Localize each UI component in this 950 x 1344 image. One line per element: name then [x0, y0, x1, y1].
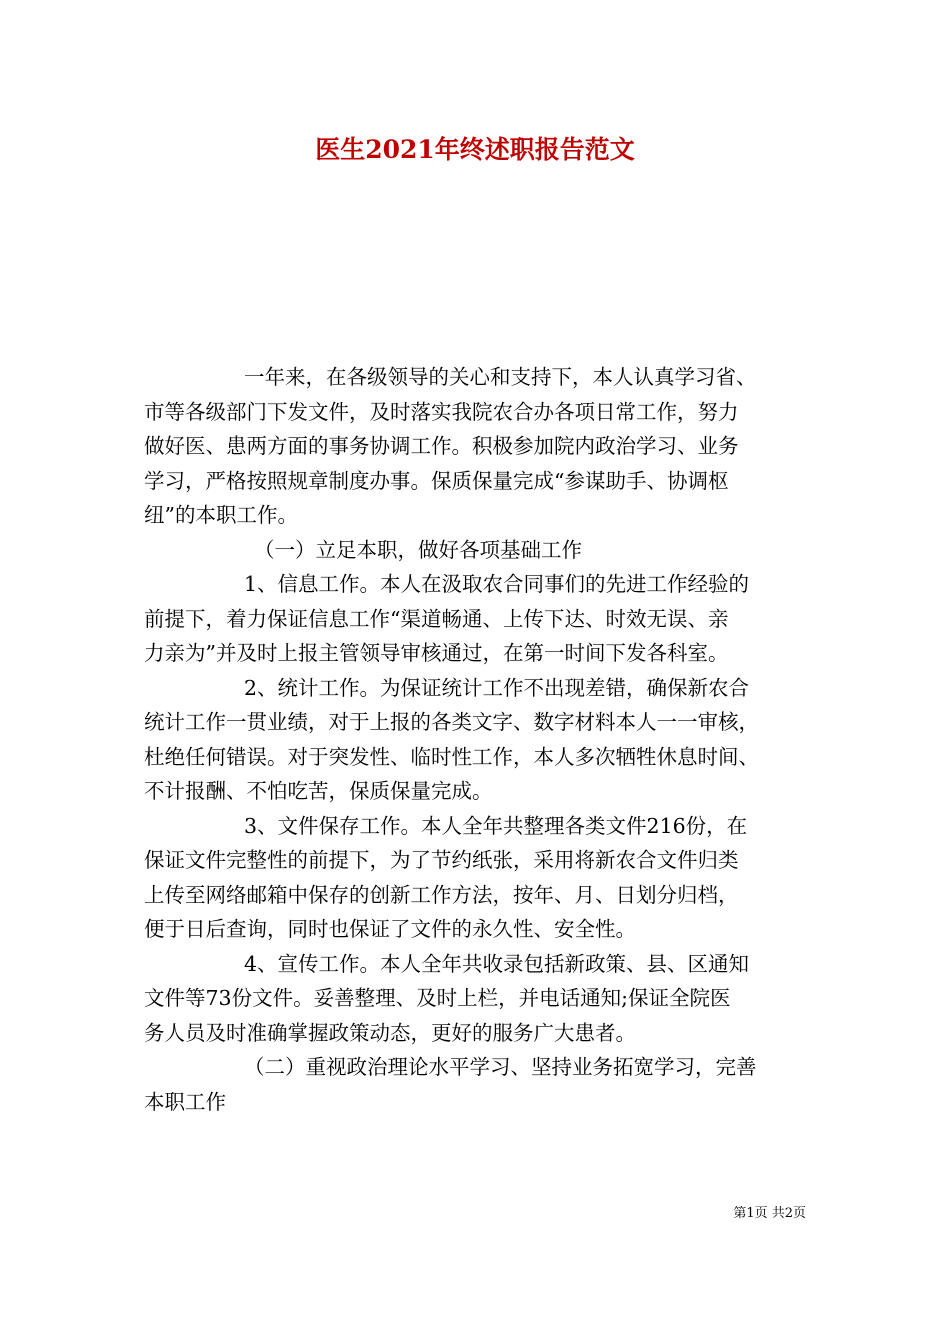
- paragraph-line: 便于日后查询，同时也保证了文件的永久性、安全性。: [144, 917, 636, 941]
- paragraph: [144, 533, 808, 568]
- paragraph: [144, 809, 808, 947]
- paragraph-line: 1、信息工作。本人在汲取农合同事们的先进工作经验的: [244, 572, 750, 596]
- paragraph: [144, 567, 808, 671]
- paragraph-line: 2、统计工作。为保证统计工作不出现差错，确保新农合: [244, 675, 750, 700]
- paragraph-line: 统计工作一贯业绩，对于上报的各类文字、数字材料本人一一审核，: [144, 710, 759, 734]
- document-title: 医生2021年终述职报告范文: [315, 135, 635, 164]
- paragraph-line: 学习，严格按照规章制度办事。保质保量完成“参谋助手、协调枢: [144, 468, 729, 493]
- paragraph-line: 务人员及时准确掌握政策动态，更好的服务广大患者。: [144, 1020, 636, 1045]
- paragraph: [144, 671, 808, 809]
- paragraph-line: 不计报酬、不怕吃苦，保质保量完成。: [144, 779, 493, 803]
- paragraph-line: 3、文件保存工作。本人全年共整理各类文件216份，在: [244, 813, 748, 838]
- paragraph-line: 上传至网络邮箱中保存的创新工作方法，按年、月、日划分归档，: [144, 882, 739, 907]
- paragraph-line: 4、宣传工作。本人全年共收录包括新政策、县、区通知: [244, 951, 750, 976]
- paragraph: [144, 360, 808, 533]
- paragraph-line: 杜绝任何错误。对于突发性、临时性工作，本人多次牺牲休息时间、: [144, 744, 759, 769]
- paragraph: [144, 1050, 808, 1119]
- document-body: [144, 360, 808, 1119]
- paragraph-line: 前提下，着力保证信息工作“渠道畅通、上传下达、时效无误、亲: [144, 606, 729, 631]
- paragraph: [144, 947, 808, 1051]
- page-footer: 第1页 共2页: [733, 1206, 806, 1221]
- paragraph-line: （二）重视政治理论水平学习、坚持业务拓宽学习，完善: [244, 1055, 757, 1079]
- paragraph-line: 保证文件完整性的前提下，为了节约纸张，采用将新农合文件归类: [144, 848, 739, 872]
- paragraph-line: 力亲为”并及时上报主管领导审核通过，在第一时间下发各科室。: [144, 641, 729, 665]
- paragraph-line: 本职工作: [144, 1089, 226, 1114]
- paragraph-line: 纽”的本职工作。: [144, 503, 298, 527]
- paragraph-line: 做好医、患两方面的事务协调工作。积极参加院内政治学习、业务: [144, 434, 739, 458]
- paragraph-line: 一年来，在各级领导的关心和支持下，本人认真学习省、: [244, 365, 757, 389]
- paragraph-line: 市等各级部门下发文件，及时落实我院农合办各项日常工作，努力: [144, 399, 739, 424]
- paragraph-line: （一）立足本职，做好各项基础工作: [254, 537, 582, 562]
- paragraph-line: 文件等73份文件。妥善整理、及时上栏，并电话通知;保证全院医: [144, 986, 731, 1010]
